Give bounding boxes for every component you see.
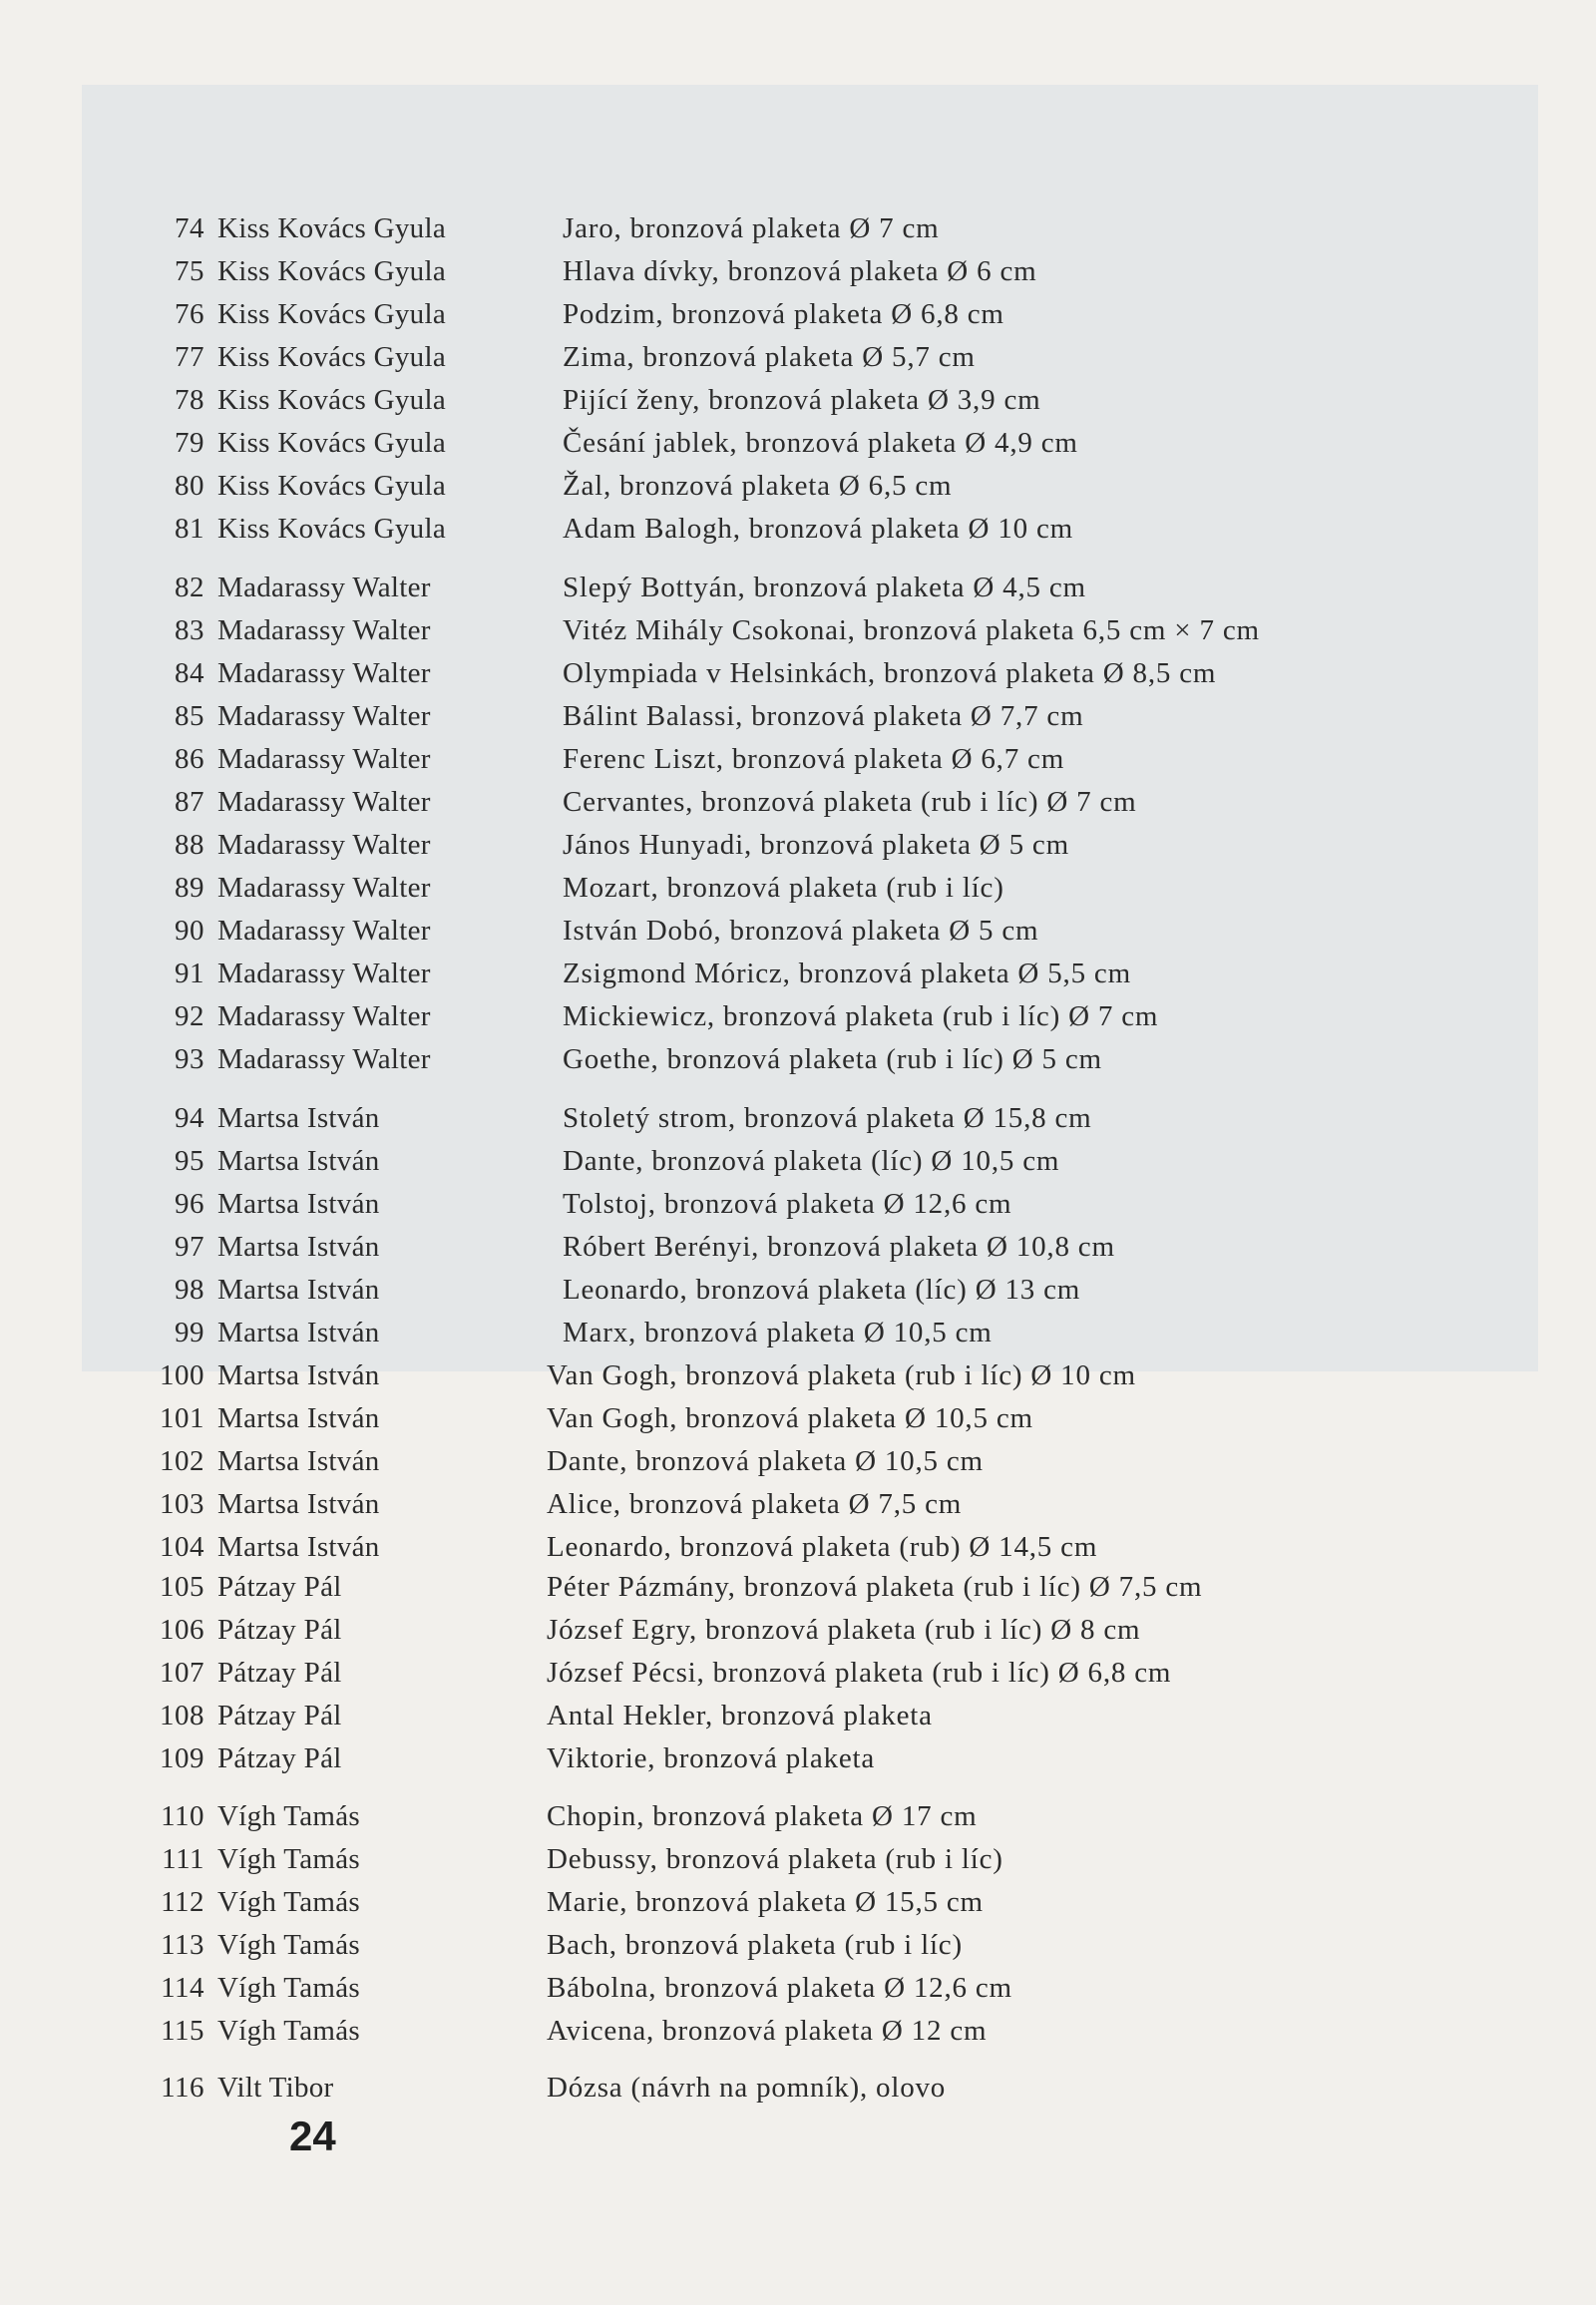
- catalog-entry: [0, 1397, 1596, 1439]
- catalog-entry: [0, 1226, 1596, 1268]
- catalog-entry: [0, 465, 1596, 507]
- entry-author: Madarassy Walter: [217, 1000, 431, 1032]
- entry-work: Dante, bronzová plaketa (líc) Ø 10,5 cm: [563, 1145, 1060, 1177]
- entry-number: 88: [175, 829, 204, 861]
- entry-number: 97: [175, 1231, 204, 1263]
- catalog-entry: [0, 422, 1596, 464]
- entry-work: Marie, bronzová plaketa Ø 15,5 cm: [547, 1886, 984, 1918]
- entry-work: Goethe, bronzová plaketa (rub i líc) Ø 5 cm: [563, 1043, 1102, 1075]
- entry-author: Kiss Kovács Gyula: [217, 384, 447, 416]
- entry-author: Madarassy Walter: [217, 700, 431, 732]
- catalog-entry: [0, 1526, 1596, 1568]
- entry-work: Podzim, bronzová plaketa Ø 6,8 cm: [563, 298, 1004, 330]
- entry-work: Dózsa (návrh na pomník), olovo: [547, 2072, 947, 2104]
- entry-author: Martsa István: [217, 1102, 380, 1134]
- entry-number: 110: [161, 1800, 204, 1832]
- entry-number: 103: [160, 1488, 204, 1520]
- entry-author: Madarassy Walter: [217, 572, 431, 603]
- catalog-entry: [0, 910, 1596, 952]
- entry-work: Bálint Balassi, bronzová plaketa Ø 7,7 cm: [563, 700, 1084, 732]
- entry-author: Kiss Kovács Gyula: [217, 341, 447, 373]
- entry-work: József Egry, bronzová plaketa (rub i líc) Ø 8 cm: [547, 1614, 1141, 1646]
- entry-author: Vígh Tamás: [217, 1972, 361, 2004]
- entry-work: Dante, bronzová plaketa Ø 10,5 cm: [547, 1445, 984, 1477]
- catalog-entry: [0, 738, 1596, 780]
- entry-work: Alice, bronzová plaketa Ø 7,5 cm: [547, 1488, 963, 1520]
- entry-number: 94: [175, 1102, 204, 1134]
- entry-work: Vitéz Mihály Csokonai, bronzová plaketa 6,5 cm × 7 cm: [563, 614, 1260, 646]
- catalog-entry: [0, 824, 1596, 866]
- entry-author: Martsa István: [217, 1531, 380, 1563]
- entry-work: Zsigmond Móricz, bronzová plaketa Ø 5,5 cm: [563, 958, 1131, 989]
- entry-author: Vígh Tamás: [217, 1800, 361, 1832]
- catalog-entry: [0, 1440, 1596, 1482]
- entry-author: Kiss Kovács Gyula: [217, 298, 447, 330]
- entry-author: Pátzay Pál: [217, 1742, 342, 1774]
- catalog-entry: [0, 1140, 1596, 1182]
- entry-work: István Dobó, bronzová plaketa Ø 5 cm: [563, 915, 1039, 947]
- catalog-entry: [0, 1881, 1596, 1923]
- entry-number: 116: [161, 2072, 204, 2104]
- entry-work: Péter Pázmány, bronzová plaketa (rub i líc) Ø 7,5 cm: [547, 1571, 1203, 1603]
- entry-work: Leonardo, bronzová plaketa (líc) Ø 13 cm: [563, 1274, 1081, 1306]
- entry-author: Madarassy Walter: [217, 958, 431, 989]
- catalog-entry: [0, 1838, 1596, 1880]
- entry-number: 91: [175, 958, 204, 989]
- entry-work: Pijící ženy, bronzová plaketa Ø 3,9 cm: [563, 384, 1041, 416]
- entry-number: 107: [160, 1657, 204, 1689]
- catalog-entry: [0, 207, 1596, 249]
- catalog-entry: [0, 995, 1596, 1037]
- entry-author: Madarassy Walter: [217, 1043, 431, 1075]
- entry-number: 90: [175, 915, 204, 947]
- entry-number: 95: [175, 1145, 204, 1177]
- entry-work: Stoletý strom, bronzová plaketa Ø 15,8 cm: [563, 1102, 1092, 1134]
- entry-author: Martsa István: [217, 1488, 380, 1520]
- entry-author: Martsa István: [217, 1359, 380, 1391]
- entry-number: 77: [175, 341, 204, 373]
- entry-number: 98: [175, 1274, 204, 1306]
- catalog-entry: [0, 508, 1596, 550]
- entry-number: 104: [160, 1531, 204, 1563]
- entry-author: Pátzay Pál: [217, 1657, 342, 1689]
- entry-author: Martsa István: [217, 1145, 380, 1177]
- entry-author: Pátzay Pál: [217, 1700, 342, 1731]
- catalog-entry: [0, 652, 1596, 694]
- entry-number: 84: [175, 657, 204, 689]
- entry-work: Olympiada v Helsinkách, bronzová plaketa Ø 8,5 cm: [563, 657, 1217, 689]
- entry-work: Van Gogh, bronzová plaketa Ø 10,5 cm: [547, 1402, 1033, 1434]
- entry-work: Chopin, bronzová plaketa Ø 17 cm: [547, 1800, 978, 1832]
- entry-author: Kiss Kovács Gyula: [217, 470, 447, 502]
- entry-work: Bach, bronzová plaketa (rub i líc): [547, 1929, 963, 1961]
- entry-work: Tolstoj, bronzová plaketa Ø 12,6 cm: [563, 1188, 1012, 1220]
- entry-work: Adam Balogh, bronzová plaketa Ø 10 cm: [563, 513, 1073, 545]
- entry-number: 79: [175, 427, 204, 459]
- entry-number: 108: [160, 1700, 204, 1731]
- entry-work: Cervantes, bronzová plaketa (rub i líc) Ø 7 cm: [563, 786, 1137, 818]
- catalog-entry: [0, 1038, 1596, 1080]
- entry-number: 78: [175, 384, 204, 416]
- entry-work: Ferenc Liszt, bronzová plaketa Ø 6,7 cm: [563, 743, 1065, 775]
- entry-author: Vígh Tamás: [217, 1929, 361, 1961]
- entry-work: Žal, bronzová plaketa Ø 6,5 cm: [563, 470, 953, 502]
- entry-author: Kiss Kovács Gyula: [217, 255, 447, 287]
- entry-author: Pátzay Pál: [217, 1571, 342, 1603]
- entry-number: 76: [175, 298, 204, 330]
- entry-number: 96: [175, 1188, 204, 1220]
- entry-author: Martsa István: [217, 1402, 380, 1434]
- entry-work: József Pécsi, bronzová plaketa (rub i líc) Ø 6,8 cm: [547, 1657, 1172, 1689]
- entry-number: 112: [161, 1886, 204, 1918]
- catalog-entry: [0, 1609, 1596, 1651]
- entry-work: Mickiewicz, bronzová plaketa (rub i líc) Ø 7 cm: [563, 1000, 1159, 1032]
- entry-work: Česání jablek, bronzová plaketa Ø 4,9 cm: [563, 427, 1078, 459]
- entry-author: Martsa István: [217, 1445, 380, 1477]
- entry-work: Jaro, bronzová plaketa Ø 7 cm: [563, 212, 940, 244]
- catalog-entry: [0, 1652, 1596, 1694]
- entry-number: 113: [161, 1929, 204, 1961]
- catalog-entry: [0, 867, 1596, 909]
- entry-number: 75: [175, 255, 204, 287]
- entry-author: Martsa István: [217, 1188, 380, 1220]
- catalog-entry: [0, 1795, 1596, 1837]
- entry-number: 74: [175, 212, 204, 244]
- catalog-entry: [0, 1097, 1596, 1139]
- entry-work: Marx, bronzová plaketa Ø 10,5 cm: [563, 1317, 993, 1348]
- entry-number: 93: [175, 1043, 204, 1075]
- catalog-entry: [0, 2067, 1596, 2109]
- entry-work: Mozart, bronzová plaketa (rub i líc): [563, 872, 1004, 904]
- catalog-entry: [0, 567, 1596, 608]
- entry-number: 111: [162, 1843, 204, 1875]
- entry-work: Zima, bronzová plaketa Ø 5,7 cm: [563, 341, 976, 373]
- entry-author: Vígh Tamás: [217, 1886, 361, 1918]
- entry-number: 106: [160, 1614, 204, 1646]
- catalog-entry: [0, 695, 1596, 737]
- catalog-entry: [0, 1483, 1596, 1525]
- entry-author: Martsa István: [217, 1274, 380, 1306]
- entry-author: Madarassy Walter: [217, 786, 431, 818]
- catalog-entry: [0, 953, 1596, 994]
- entry-work: Viktorie, bronzová plaketa: [547, 1742, 876, 1774]
- entry-number: 87: [175, 786, 204, 818]
- entry-number: 83: [175, 614, 204, 646]
- entry-author: Kiss Kovács Gyula: [217, 513, 447, 545]
- entry-work: Avicena, bronzová plaketa Ø 12 cm: [547, 2015, 988, 2047]
- entry-work: Leonardo, bronzová plaketa (rub) Ø 14,5 cm: [547, 1531, 1098, 1563]
- entry-work: János Hunyadi, bronzová plaketa Ø 5 cm: [563, 829, 1069, 861]
- catalog-entry: [0, 1737, 1596, 1779]
- entry-number: 89: [175, 872, 204, 904]
- entry-author: Pátzay Pál: [217, 1614, 342, 1646]
- entry-number: 81: [175, 513, 204, 545]
- entry-author: Vilt Tibor: [217, 2072, 334, 2104]
- entry-work: Antal Hekler, bronzová plaketa: [547, 1700, 933, 1731]
- catalog-entry: [0, 1924, 1596, 1966]
- entry-number: 99: [175, 1317, 204, 1348]
- entry-number: 92: [175, 1000, 204, 1032]
- entry-number: 115: [161, 2015, 204, 2047]
- entry-author: Madarassy Walter: [217, 915, 431, 947]
- catalog-entry: [0, 1967, 1596, 2009]
- entry-number: 82: [175, 572, 204, 603]
- catalog-entry: [0, 1183, 1596, 1225]
- entry-author: Kiss Kovács Gyula: [217, 212, 447, 244]
- entry-number: 105: [160, 1571, 204, 1603]
- entry-author: Madarassy Walter: [217, 614, 431, 646]
- catalog-entry: [0, 379, 1596, 421]
- entry-work: Debussy, bronzová plaketa (rub i líc): [547, 1843, 1003, 1875]
- entry-work: Slepý Bottyán, bronzová plaketa Ø 4,5 cm: [563, 572, 1086, 603]
- catalog-entry: [0, 1566, 1596, 1608]
- entry-number: 86: [175, 743, 204, 775]
- entry-number: 109: [160, 1742, 204, 1774]
- entry-number: 100: [160, 1359, 204, 1391]
- entry-work: Róbert Berényi, bronzová plaketa Ø 10,8 cm: [563, 1231, 1115, 1263]
- entry-author: Madarassy Walter: [217, 743, 431, 775]
- entry-author: Madarassy Walter: [217, 657, 431, 689]
- entry-author: Vígh Tamás: [217, 2015, 361, 2047]
- entry-author: Kiss Kovács Gyula: [217, 427, 447, 459]
- entry-work: Hlava dívky, bronzová plaketa Ø 6 cm: [563, 255, 1037, 287]
- catalog-entry: [0, 1695, 1596, 1736]
- entry-author: Madarassy Walter: [217, 872, 431, 904]
- catalog-entry: [0, 609, 1596, 651]
- catalog-entry: [0, 250, 1596, 292]
- page-number: 24: [289, 2113, 336, 2159]
- entry-work: Bábolna, bronzová plaketa Ø 12,6 cm: [547, 1972, 1012, 2004]
- catalog-entry: [0, 1269, 1596, 1311]
- catalog-entry: [0, 2010, 1596, 2052]
- catalog-entry: [0, 1312, 1596, 1353]
- catalog-entry: [0, 1354, 1596, 1396]
- entry-work: Van Gogh, bronzová plaketa (rub i líc) Ø 10 cm: [547, 1359, 1136, 1391]
- catalog-entry: [0, 781, 1596, 823]
- catalog-entry: [0, 293, 1596, 335]
- entry-author: Madarassy Walter: [217, 829, 431, 861]
- catalog-entry: [0, 336, 1596, 378]
- entry-number: 114: [161, 1972, 204, 2004]
- entry-number: 85: [175, 700, 204, 732]
- entry-author: Martsa István: [217, 1231, 380, 1263]
- entry-author: Vígh Tamás: [217, 1843, 361, 1875]
- entry-author: Martsa István: [217, 1317, 380, 1348]
- entry-number: 80: [175, 470, 204, 502]
- entry-number: 102: [160, 1445, 204, 1477]
- entry-number: 101: [160, 1402, 204, 1434]
